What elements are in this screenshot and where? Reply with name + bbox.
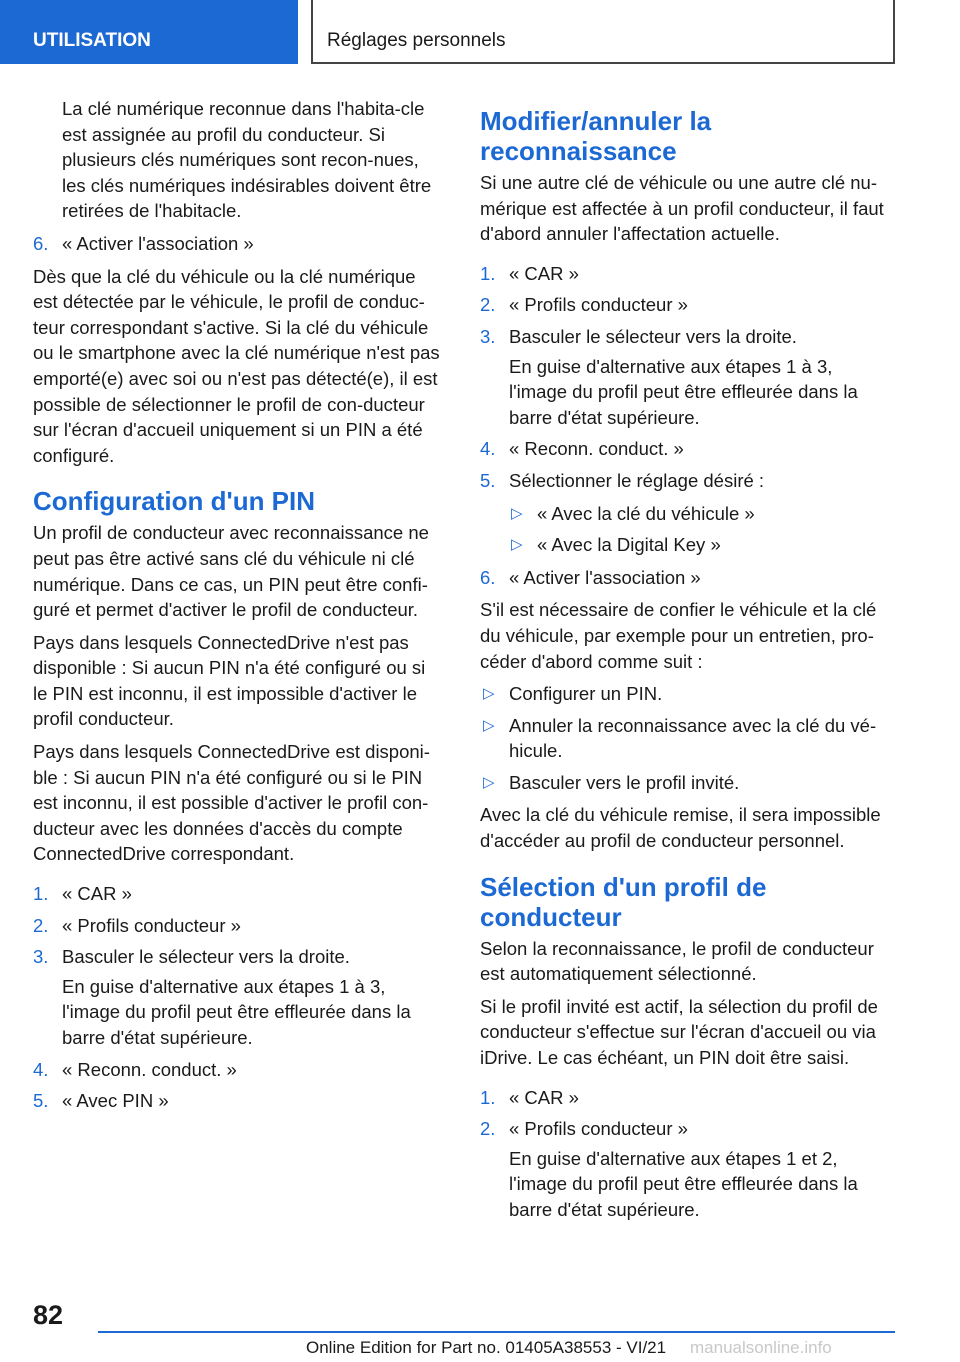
pin-steps	[33, 881, 441, 1114]
right-column	[480, 96, 892, 1230]
paragraph: Si une autre clé de véhicule ou une autre clé nu-mérique est affectée à un profil conducteur, il faut d'abord annuler l'affectation actuelle.	[480, 172, 884, 245]
list-item: 5. « Avec PIN »	[33, 1090, 169, 1112]
triangle-right-icon: ▷	[511, 536, 523, 554]
page-title: Réglages personnels	[311, 0, 895, 64]
heading-select: Sélection d'un profil de conducteur	[480, 871, 767, 932]
list-item: 4. « Reconn. conduct. »	[480, 438, 684, 460]
step-note: En guise d'alternative aux étapes 1 à 3, l'image du profil peut être effleurée dans la barre d'état supérieure.	[509, 355, 858, 428]
list-item: 3. Basculer le sélecteur vers la droite. En guise d'alternative aux étapes 1 à 3, l'image du profil peut être effleurée dans la barre d'état supérieure.	[480, 324, 892, 430]
heading-modify: Modifier/annuler la reconnaissance	[480, 106, 712, 166]
paragraph: Un profil de conducteur avec reconnaissance ne peut pas être activé sans clé du véhicule ni clé numérique. Dans ce cas, un PIN peut être confi-guré et permet d'activer le profil de conducteur.	[33, 522, 429, 621]
section-tab: UTILISATION	[0, 0, 298, 64]
modify-steps	[480, 261, 892, 494]
list-item: ▷ Annuler la reconnaissance avec la clé du vé-hicule.	[483, 714, 877, 762]
bullet-list	[480, 681, 892, 795]
right-step-6	[480, 565, 892, 591]
watermark: manualsonline.info	[690, 1338, 832, 1357]
select-steps	[480, 1085, 892, 1223]
left-column	[33, 96, 441, 1121]
heading-pin: Configuration d'un PIN	[33, 486, 316, 517]
page-number: 82	[33, 1300, 64, 1330]
list-item: 4. « Reconn. conduct. »	[33, 1058, 237, 1080]
triangle-right-icon: ▷	[511, 504, 523, 522]
list-item: 1. « CAR »	[480, 1086, 579, 1108]
list-item: ▷ Basculer vers le profil invité.	[480, 770, 892, 796]
list-item: 2. « Profils conducteur »	[33, 914, 241, 936]
paragraph: Pays dans lesquels ConnectedDrive est disponi-ble : Si aucun PIN n'a été configuré ou si le PIN est inconnu, il est possible d'activer le profil con-ducteur avec les données d'accès du compte ConnectedDrive correspondant.	[33, 741, 430, 865]
triangle-right-icon: ▷	[483, 716, 495, 734]
list-item: 2. « Profils conducteur » En guise d'alternative aux étapes 1 et 2, l'image du profil peut être effleurée dans la barre d'état supérieure.	[480, 1116, 892, 1222]
list-item: 5. Sélectionner le réglage désiré :	[480, 469, 765, 491]
sub-options	[480, 501, 892, 558]
paragraph: Selon la reconnaissance, le profil de conducteur est automatiquement sélectionné.	[480, 937, 874, 985]
list-item: ▷ « Avec la clé du véhicule »	[480, 501, 892, 527]
footer-divider	[98, 1331, 895, 1333]
list-item: ▷ « Avec la Digital Key »	[480, 532, 892, 558]
paragraph: Dès que la clé du véhicule ou la clé numérique est détectée par le véhicule, le profil de conduc-teur correspondant s'active. Si la clé du véhicule ou le smartphone avec la clé numérique n'est pas emporté(e) avec soi ou n'est pas détecté(e), il est possible de sélectionner le profil de con-ducteur sur l'écran d'accueil uniquement si un PIN a été configuré.	[33, 265, 440, 466]
paragraph: Si le profil invité est actif, la sélection du profil de conducteur s'effectue sur l'écran d'accueil ou via iDrive. Le cas échéant, un PIN doit être saisi.	[480, 995, 878, 1069]
paragraph: S'il est nécessaire de confier le véhicule et la clé du véhicule, par exemple pour un entretien, pro-céder d'abord comme suit :	[480, 599, 877, 672]
list-item: 1. « CAR »	[480, 262, 579, 284]
list-item: ▷ Configurer un PIN.	[480, 681, 892, 707]
list-item: 6. « Activer l'association »	[480, 566, 701, 588]
intro-continuation: La clé numérique reconnue dans l'habita-cle est assignée au profil du conducteur. Si plusieurs clés numériques sont recon-nues, les clés numériques indésirables doivent être retirées de l'habitacle.	[62, 98, 432, 222]
list-item: 3. Basculer le sélecteur vers la droite. En guise d'alternative aux étapes 1 à 3, l'image du profil peut être effleurée dans la barre d'état supérieure.	[33, 944, 441, 1050]
list-item: 6. « Activer l'association »	[33, 232, 254, 254]
list-item: 2. « Profils conducteur »	[480, 294, 688, 316]
step-note: En guise d'alternative aux étapes 1 et 2, l'image du profil peut être effleurée dans la barre d'état supérieure.	[509, 1147, 858, 1220]
paragraph: Pays dans lesquels ConnectedDrive n'est pas disponible : Si aucun PIN n'a été configuré ou si le PIN est inconnu, il est impossible d'activer le profil conducteur.	[33, 631, 426, 730]
step-note: En guise d'alternative aux étapes 1 à 3, l'image du profil peut être effleurée dans la barre d'état supérieure.	[62, 975, 411, 1048]
left-step-6	[33, 231, 441, 257]
list-item: 1. « CAR »	[33, 883, 132, 905]
triangle-right-icon: ▷	[483, 773, 495, 791]
paragraph: Avec la clé du véhicule remise, il sera impossible d'accéder au profil de conducteur personnel.	[480, 804, 881, 852]
triangle-right-icon: ▷	[483, 685, 495, 703]
footer-edition: Online Edition for Part no. 01405A38553 - VI/21	[306, 1338, 667, 1357]
